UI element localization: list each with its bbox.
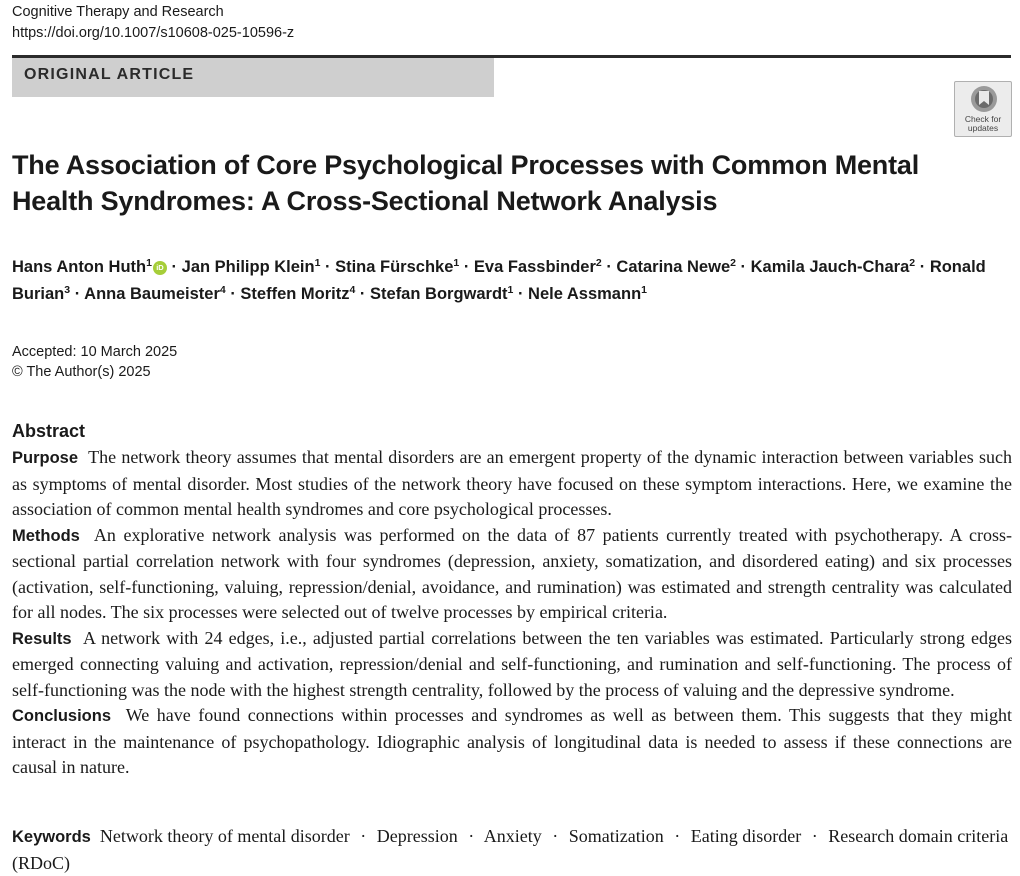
keyword: Eating disorder <box>690 826 802 846</box>
author-name-text: Eva Fassbinder <box>473 258 596 276</box>
author-name[interactable] <box>474 258 602 276</box>
author-name[interactable] <box>370 285 513 303</box>
check-for-updates-button[interactable] <box>954 81 1012 137</box>
author-name-text: Stina Fürschke <box>335 258 454 276</box>
author-separator: · <box>915 258 930 276</box>
orcid-icon[interactable]: iD <box>153 261 167 275</box>
keyword-separator: · <box>468 826 475 846</box>
author-separator: · <box>70 285 85 303</box>
keyword-separator: · <box>360 826 367 846</box>
author-name[interactable] <box>182 258 321 276</box>
abstract-purpose <box>12 445 1012 523</box>
keyword: Research domain criteria (RDoC) <box>12 826 1009 873</box>
abstract-body <box>12 445 1012 781</box>
affiliation-marker: 2 <box>595 257 602 269</box>
author-name-text: Catarina Newe <box>616 258 731 276</box>
check-for-updates-label: Check for updates <box>964 114 1002 133</box>
affiliation-marker: 3 <box>64 284 71 296</box>
author-list <box>12 254 1012 308</box>
affiliation-marker: 1 <box>314 257 321 269</box>
author-name-text: Stefan Borgwardt <box>370 285 508 303</box>
author-name[interactable] <box>12 258 167 276</box>
section-label: Results <box>12 629 72 648</box>
author-name-text: Nele Assmann <box>528 285 642 303</box>
author-separator: · <box>166 258 182 276</box>
keyword: Somatization <box>568 826 664 846</box>
affiliation-marker: 1 <box>146 257 152 269</box>
section-text: The network theory assumes that mental disorders are an emergent property of the dynamic interaction between variables such as symptoms of mental disorder. Most studies of the network theory have focused on these symptom interactions. Here, we examine the association of common mental health syndromes and core psychological processes. <box>12 447 1012 519</box>
author-separator: · <box>513 285 529 303</box>
author-name[interactable] <box>751 258 916 276</box>
author-separator: · <box>601 258 617 276</box>
section-text: We have found connections within processes and syndromes as well as between them. This suggests that they might interact in the maintenance of psychopathology. Idiographic analysis of longitudinal data is needed to assess if these connections are causal in nature. <box>12 705 1012 777</box>
article-title: The Association of Core Psychological Processes with Common Mental Health Syndromes: A Cross-Sectional Network Analysis <box>12 150 920 216</box>
section-text: A network with 24 edges, i.e., adjusted partial correlations between the ten variables was estimated. Particularly strong edges emerged connecting valuing and activation, repression/denial and self-functioning, and rumination and self-functioning. The process of self-functioning was the node with the highest strength centrality, followed by the process of valuing and the depressive syndrome. <box>12 627 1012 700</box>
author-separator: · <box>459 258 474 276</box>
abstract-methods <box>12 523 1012 626</box>
article-type-banner: ORIGINAL ARTICLE <box>12 58 494 97</box>
keyword: Anxiety <box>483 826 542 846</box>
keywords-label: Keywords <box>12 828 91 846</box>
keyword-separator: · <box>811 826 818 846</box>
affiliation-marker: 2 <box>909 257 916 269</box>
affiliation-marker: 2 <box>730 257 736 269</box>
section-label: Purpose <box>12 449 79 467</box>
author-name-text: Hans Anton Huth <box>12 258 147 276</box>
journal-name: Cognitive Therapy and Research <box>12 4 224 20</box>
author-name[interactable] <box>528 285 647 303</box>
affiliation-marker: 4 <box>219 284 226 296</box>
author-separator: · <box>225 285 241 303</box>
affiliation-marker: 1 <box>453 257 460 269</box>
abstract-results <box>12 626 1012 704</box>
author-name-text: Steffen Moritz <box>240 285 350 303</box>
keywords-section <box>12 824 1012 876</box>
author-name-text: Jan Philipp Klein <box>181 258 315 276</box>
keyword: Network theory of mental disorder <box>99 826 350 846</box>
section-label: Conclusions <box>12 707 112 725</box>
abstract-conclusions <box>12 703 1012 781</box>
copyright-notice: © The Author(s) 2025 <box>12 364 151 380</box>
author-separator: · <box>320 258 336 276</box>
affiliation-marker: 1 <box>641 284 647 296</box>
author-name-text: Anna Baumeister <box>84 285 220 303</box>
abstract-heading: Abstract <box>12 421 86 441</box>
keywords-list <box>12 826 1008 873</box>
author-name[interactable] <box>616 258 736 276</box>
accepted-date: Accepted: 10 March 2025 <box>12 344 178 360</box>
affiliation-marker: 1 <box>507 284 514 296</box>
author-name-text: Kamila Jauch-Chara <box>750 258 910 276</box>
author-name[interactable] <box>84 285 226 303</box>
section-label: Methods <box>12 526 80 545</box>
author-name-text: Ronald Burian <box>12 258 986 303</box>
section-text: An explorative network analysis was performed on the data of 87 patients currently treated with psychotherapy. A cross-sectional partial correlation network with four syndromes (depression, anxiety, somatization, and disordered eating) and six processes (activation, self-functioning, valuing, repression/denial, avoidance, and rumination) was estimated and strength centrality was calculated for all nodes. The six processes were selected out of twelve processes by empirical criteria. <box>12 524 1013 622</box>
affiliation-marker: 4 <box>349 284 356 296</box>
keyword-separator: · <box>674 826 681 846</box>
keyword: Depression <box>376 826 458 846</box>
keyword-separator: · <box>552 826 559 846</box>
author-name[interactable] <box>335 258 459 276</box>
doi-link[interactable]: https://doi.org/10.1007/s10608-025-10596-z <box>12 25 295 41</box>
author-separator: · <box>355 285 371 303</box>
bookmark-icon <box>968 85 1000 115</box>
author-name[interactable] <box>240 285 355 303</box>
author-separator: · <box>735 258 751 276</box>
